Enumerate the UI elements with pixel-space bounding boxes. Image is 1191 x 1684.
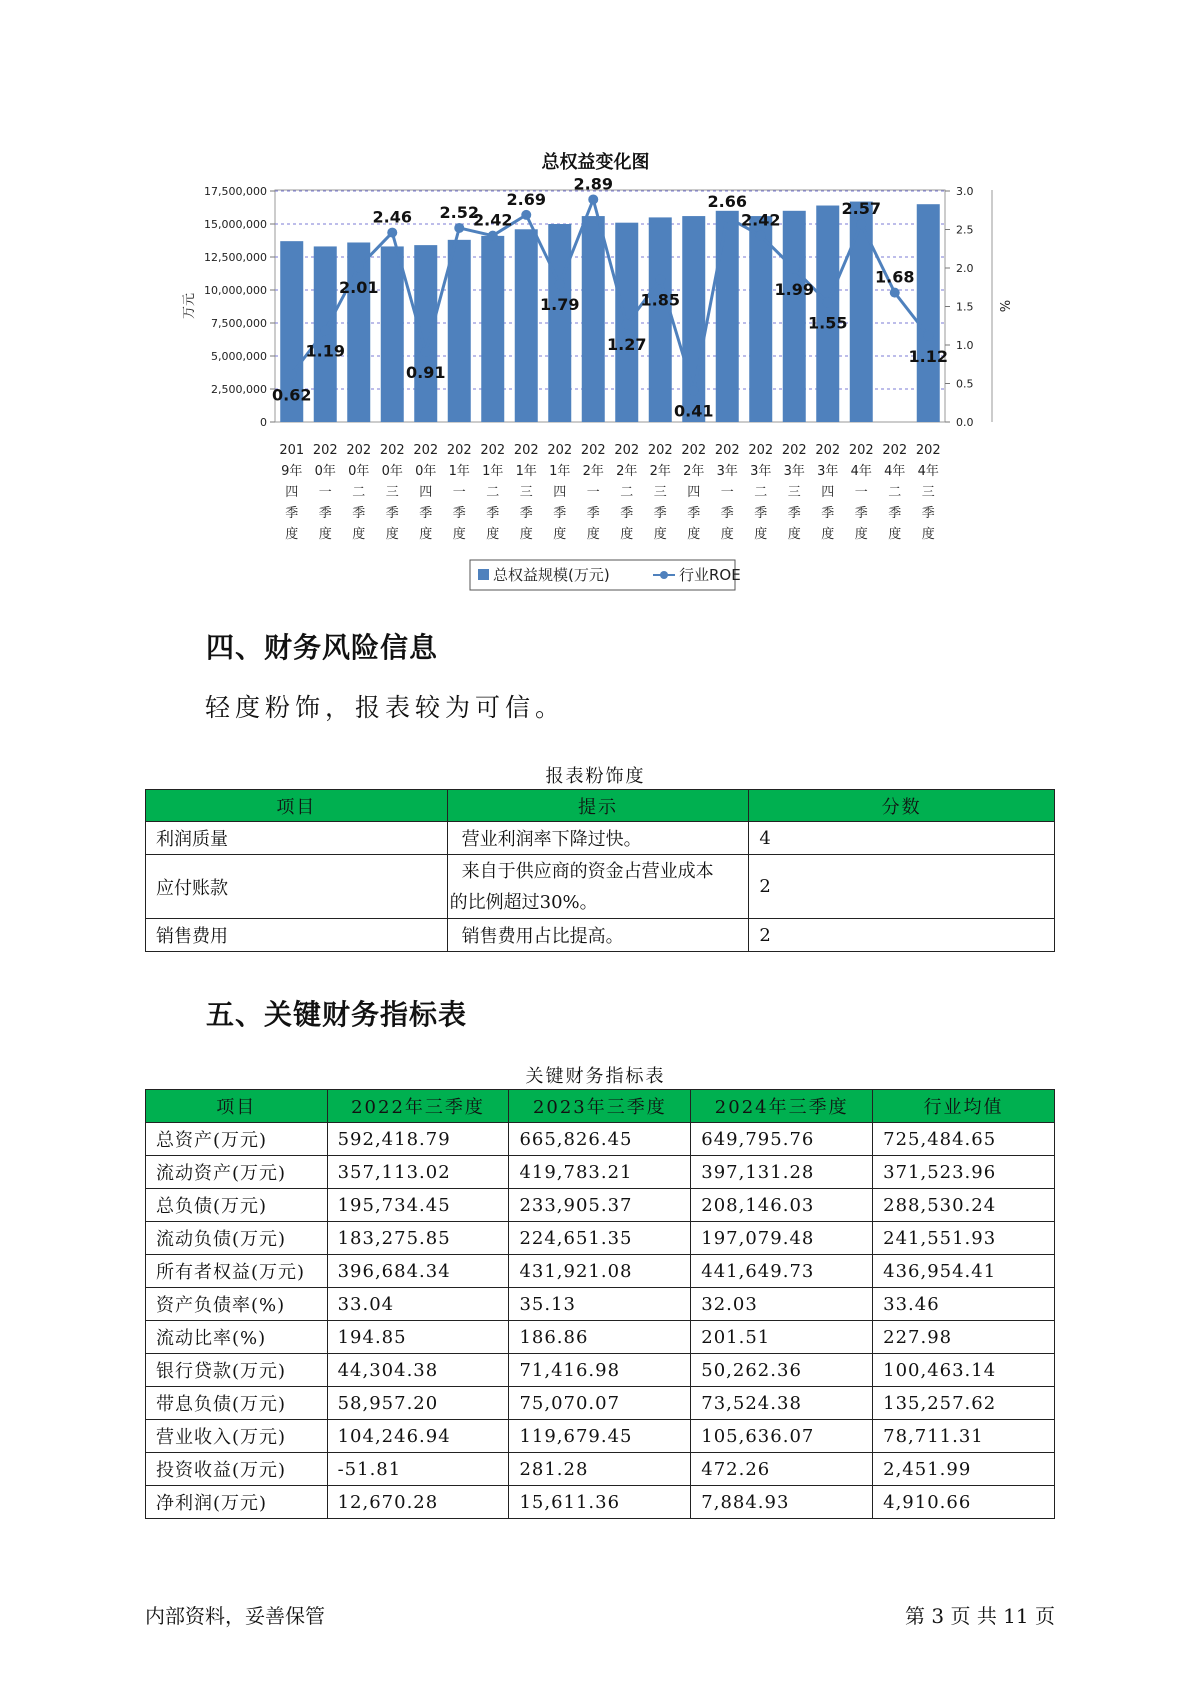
roe-data-label: 2.52 (439, 202, 479, 222)
x-tick-label: 202 (647, 443, 673, 458)
x-tick-label: 季 (486, 506, 500, 521)
roe-point (856, 219, 866, 229)
x-tick-label: 季 (653, 506, 667, 521)
legend-bar-label: 总权益规模(万元) (493, 566, 610, 584)
item-cell: 带息负债(万元) (146, 1387, 328, 1420)
roe-point (622, 319, 632, 329)
roe-data-label: 1.79 (540, 295, 580, 315)
item-cell: 银行贷款(万元) (146, 1354, 328, 1387)
x-tick-label: 一 (318, 485, 332, 500)
x-tick-label: 季 (318, 506, 332, 521)
table-row (146, 1453, 1055, 1486)
x-tick-label: 二 (620, 485, 634, 500)
bar (917, 204, 940, 422)
item-cell: 应付账款 (146, 855, 448, 919)
x-tick-label: 202 (915, 443, 941, 458)
risk-table-caption: 报表粉饰度 (545, 766, 646, 787)
kpi-table-caption: 关键财务指标表 (525, 1066, 666, 1087)
x-tick-label: 度 (553, 527, 567, 542)
roe-point (521, 210, 531, 220)
table-row (146, 1387, 1055, 1420)
roe-data-label: 2.57 (841, 199, 881, 219)
x-tick-label: 202 (748, 443, 774, 458)
x-tick-label: 度 (452, 527, 466, 542)
value-cell: 32.03 (691, 1288, 873, 1321)
value-cell: 397,131.28 (691, 1156, 873, 1189)
roe-data-label: 1.19 (305, 341, 345, 361)
x-tick-label: 2年 (616, 464, 638, 479)
x-tick-label: 季 (687, 506, 701, 521)
x-tick-label: 4年 (850, 464, 872, 479)
y2-tick-label: 0.0 (956, 416, 974, 429)
value-cell: 7,884.93 (691, 1486, 873, 1519)
x-tick-label: 季 (921, 506, 935, 521)
bar (749, 216, 772, 422)
roe-data-label: 2.69 (506, 189, 546, 209)
x-tick-label: 季 (854, 506, 868, 521)
x-tick-label: 0年 (314, 464, 336, 479)
value-cell: 105,636.07 (691, 1420, 873, 1453)
x-tick-label: 四 (285, 485, 299, 500)
x-tick-label: 季 (620, 506, 634, 521)
table-row (146, 1189, 1055, 1222)
value-cell: 371,523.96 (873, 1156, 1055, 1189)
y-tick-label: 7,500,000 (211, 317, 267, 330)
x-tick-label: 季 (553, 506, 567, 521)
value-cell: 665,826.45 (509, 1123, 691, 1156)
bar (582, 216, 605, 422)
roe-data-label: 1.68 (875, 267, 915, 287)
y2-tick-label: 2.5 (956, 223, 974, 237)
roe-point (823, 298, 833, 308)
x-tick-label: 一 (720, 485, 734, 500)
x-tick-label: 3年 (817, 464, 839, 479)
x-tick-label: 9年 (281, 464, 303, 479)
value-cell: 50,262.36 (691, 1354, 873, 1387)
item-cell: 资产负债率(%) (146, 1288, 328, 1321)
value-cell: 441,649.73 (691, 1255, 873, 1288)
value-cell: 186.86 (509, 1321, 691, 1354)
x-tick-label: 度 (888, 527, 902, 542)
x-tick-label: 度 (285, 527, 299, 542)
roe-data-label: 2.01 (339, 278, 379, 298)
value-cell: 233,905.37 (509, 1189, 691, 1222)
x-tick-label: 度 (787, 527, 801, 542)
roe-point (722, 212, 732, 222)
x-tick-label: 季 (821, 506, 835, 521)
value-cell: 241,551.93 (873, 1222, 1055, 1255)
x-tick-label: 度 (687, 527, 701, 542)
value-cell: 135,257.62 (873, 1387, 1055, 1420)
roe-data-label: 0.62 (272, 385, 312, 405)
value-cell: 75,070.07 (509, 1387, 691, 1420)
bar (783, 211, 806, 422)
hint-cell (447, 855, 749, 919)
x-tick-label: 1年 (549, 464, 571, 479)
x-tick-label: 202 (614, 443, 640, 458)
item-cell: 利润质量 (146, 822, 448, 855)
table-row (146, 1420, 1055, 1453)
risk-table (145, 789, 1055, 952)
item-cell: 营业收入(万元) (146, 1420, 328, 1453)
x-tick-label: 季 (452, 506, 466, 521)
value-cell: 227.98 (873, 1321, 1055, 1354)
value-cell: -51.81 (327, 1453, 509, 1486)
item-cell: 投资收益(万元) (146, 1453, 328, 1486)
bar (448, 240, 471, 422)
roe-data-label: 2.46 (372, 207, 412, 227)
value-cell: 194.85 (327, 1321, 509, 1354)
x-tick-label: 4年 (884, 464, 906, 479)
roe-data-label: 1.27 (607, 335, 647, 355)
value-cell: 208,146.03 (691, 1189, 873, 1222)
header-cell: 2023年三季度 (509, 1090, 691, 1123)
header-cell: 项目 (146, 1090, 328, 1123)
x-tick-label: 3年 (716, 464, 738, 479)
y-tick-label: 17,500,000 (204, 185, 267, 198)
x-tick-label: 二 (888, 485, 902, 500)
x-tick-label: 3年 (750, 464, 772, 479)
x-tick-label: 1年 (515, 464, 537, 479)
roe-data-label: 2.42 (741, 210, 781, 230)
table-row (146, 1156, 1055, 1189)
x-tick-label: 季 (787, 506, 801, 521)
y2-tick-label: 1.5 (956, 300, 974, 314)
value-cell: 725,484.65 (873, 1123, 1055, 1156)
value-cell: 71,416.98 (509, 1354, 691, 1387)
y2-tick-label: 1.0 (956, 339, 974, 352)
x-tick-label: 202 (480, 443, 506, 458)
x-tick-label: 度 (352, 527, 366, 542)
x-tick-label: 二 (754, 485, 768, 500)
value-cell: 592,418.79 (327, 1123, 509, 1156)
x-tick-label: 3年 (783, 464, 805, 479)
roe-point (555, 279, 565, 289)
table-row (146, 1123, 1055, 1156)
roe-point (923, 331, 933, 341)
x-tick-label: 四 (553, 485, 567, 500)
value-cell: 104,246.94 (327, 1420, 509, 1453)
value-cell: 224,651.35 (509, 1222, 691, 1255)
roe-point (454, 223, 464, 233)
legend-bar-swatch (478, 569, 489, 580)
y2-axis-label: % (996, 299, 1011, 313)
x-tick-label: 202 (312, 443, 338, 458)
y-tick-label: 15,000,000 (204, 218, 267, 231)
equity-chart (0, 0, 1191, 600)
section4-heading: 四、财务风险信息 (206, 631, 439, 664)
value-cell: 4,910.66 (873, 1486, 1055, 1519)
score-cell: 2 (749, 919, 1055, 952)
x-tick-label: 季 (419, 506, 433, 521)
roe-data-label: 2.66 (707, 192, 747, 212)
value-cell: 357,113.02 (327, 1156, 509, 1189)
x-tick-label: 202 (379, 443, 405, 458)
y-tick-label: 12,500,000 (204, 251, 267, 264)
x-tick-label: 二 (486, 485, 500, 500)
bar (381, 246, 404, 422)
value-cell: 100,463.14 (873, 1354, 1055, 1387)
value-cell: 288,530.24 (873, 1189, 1055, 1222)
x-tick-label: 度 (754, 527, 768, 542)
value-cell: 119,679.45 (509, 1420, 691, 1453)
x-tick-label: 度 (486, 527, 500, 542)
x-tick-label: 202 (513, 443, 539, 458)
roe-data-label: 0.41 (674, 401, 714, 421)
value-cell: 78,711.31 (873, 1420, 1055, 1453)
bar (716, 211, 739, 422)
roe-data-label: 1.55 (808, 313, 848, 333)
x-tick-label: 度 (620, 527, 634, 542)
item-cell: 流动负债(万元) (146, 1222, 328, 1255)
x-tick-label: 度 (385, 527, 399, 542)
value-cell: 33.46 (873, 1288, 1055, 1321)
risk-summary: 轻度粉饰，报表较为可信。 (205, 693, 566, 722)
hint-cell: 营业利润率下降过快。 (447, 822, 749, 855)
x-tick-label: 度 (519, 527, 533, 542)
bar (649, 217, 672, 422)
y-axis-label: 万元 (182, 292, 197, 320)
y2-tick-label: 3.0 (956, 185, 974, 198)
value-cell: 183,275.85 (327, 1222, 509, 1255)
item-cell: 销售费用 (146, 919, 448, 952)
bar (850, 202, 873, 422)
roe-point (488, 231, 498, 241)
x-tick-label: 202 (580, 443, 606, 458)
x-tick-label: 季 (352, 506, 366, 521)
chart-svg (0, 0, 1191, 600)
roe-data-label: 1.12 (908, 346, 948, 366)
table-header-row (146, 1090, 1055, 1123)
x-tick-label: 度 (653, 527, 667, 542)
item-cell: 流动比率(%) (146, 1321, 328, 1354)
bar (548, 224, 571, 422)
x-tick-label: 2年 (683, 464, 705, 479)
x-tick-label: 三 (787, 485, 801, 500)
x-tick-label: 度 (821, 527, 835, 542)
legend-line-marker (660, 571, 668, 579)
header-cell: 项目 (146, 790, 448, 822)
footer-confidential: 内部资料，妥善保管 (145, 1604, 325, 1628)
table-row (146, 1321, 1055, 1354)
x-tick-label: 201 (279, 443, 305, 458)
x-tick-label: 202 (346, 443, 372, 458)
roe-data-label: 1.99 (774, 279, 814, 299)
roe-point (890, 288, 900, 298)
item-cell: 所有者权益(万元) (146, 1255, 328, 1288)
footer-page-number: 第 3 页 共 11 页 (905, 1604, 1055, 1628)
value-cell: 58,957.20 (327, 1387, 509, 1420)
x-tick-label: 三 (653, 485, 667, 500)
x-tick-label: 一 (452, 485, 466, 500)
value-cell: 33.04 (327, 1288, 509, 1321)
roe-data-label: 2.42 (473, 210, 513, 230)
roe-point (655, 275, 665, 285)
roe-point (689, 385, 699, 395)
y2-tick-label: 0.5 (956, 377, 974, 391)
score-cell: 2 (749, 855, 1055, 919)
score-cell: 4 (749, 822, 1055, 855)
header-cell: 分数 (749, 790, 1055, 822)
x-tick-label: 202 (781, 443, 807, 458)
x-tick-label: 1年 (448, 464, 470, 479)
value-cell: 15,611.36 (509, 1486, 691, 1519)
value-cell: 197,079.48 (691, 1222, 873, 1255)
roe-point (387, 228, 397, 238)
x-tick-label: 季 (385, 506, 399, 521)
roe-point (354, 262, 364, 272)
table-row (146, 1222, 1055, 1255)
table-row (146, 919, 1055, 952)
table-row (146, 1288, 1055, 1321)
x-tick-label: 三 (921, 485, 935, 500)
x-tick-label: 202 (714, 443, 740, 458)
section5-heading: 五、关键财务指标表 (206, 998, 468, 1031)
x-tick-label: 202 (882, 443, 908, 458)
value-cell: 419,783.21 (509, 1156, 691, 1189)
x-tick-label: 1年 (482, 464, 504, 479)
x-tick-label: 季 (586, 506, 600, 521)
x-tick-label: 度 (586, 527, 600, 542)
x-tick-label: 季 (754, 506, 768, 521)
value-cell: 73,524.38 (691, 1387, 873, 1420)
roe-point (287, 369, 297, 379)
y-tick-label: 0 (260, 416, 267, 429)
hint-line: 来自于供应商的资金占营业成本 (461, 860, 714, 882)
bar (481, 236, 504, 422)
x-tick-label: 度 (318, 527, 332, 542)
x-tick-label: 一 (586, 485, 600, 500)
x-tick-label: 度 (921, 527, 935, 542)
x-tick-label: 四 (419, 485, 433, 500)
x-tick-label: 202 (413, 443, 439, 458)
roe-data-label: 0.91 (406, 362, 446, 382)
table-row (146, 822, 1055, 855)
kpi-table (145, 1089, 1055, 1519)
table-row (146, 855, 1055, 919)
value-cell: 472.26 (691, 1453, 873, 1486)
x-tick-label: 二 (352, 485, 366, 500)
table-header-row (146, 790, 1055, 822)
roe-point (320, 325, 330, 335)
value-cell: 195,734.45 (327, 1189, 509, 1222)
x-tick-label: 度 (419, 527, 433, 542)
header-cell: 2024年三季度 (691, 1090, 873, 1123)
x-tick-label: 202 (681, 443, 707, 458)
value-cell: 281.28 (509, 1453, 691, 1486)
item-cell: 总资产(万元) (146, 1123, 328, 1156)
x-tick-label: 0年 (415, 464, 437, 479)
value-cell: 2,451.99 (873, 1453, 1055, 1486)
item-cell: 流动资产(万元) (146, 1156, 328, 1189)
roe-point (789, 264, 799, 274)
x-tick-label: 季 (285, 506, 299, 521)
chart-title: 总权益变化图 (541, 152, 650, 173)
bar (515, 229, 538, 422)
value-cell: 396,684.34 (327, 1255, 509, 1288)
roe-point (756, 231, 766, 241)
x-tick-label: 季 (888, 506, 902, 521)
value-cell: 431,921.08 (509, 1255, 691, 1288)
header-cell: 行业均值 (873, 1090, 1055, 1123)
x-tick-label: 4年 (917, 464, 939, 479)
y-tick-label: 5,000,000 (211, 350, 267, 363)
legend-line-label: 行业ROE (679, 566, 741, 584)
value-cell: 649,795.76 (691, 1123, 873, 1156)
x-tick-label: 三 (519, 485, 533, 500)
hint-cell: 销售费用占比提高。 (447, 919, 749, 952)
x-tick-label: 四 (821, 485, 835, 500)
value-cell: 35.13 (509, 1288, 691, 1321)
roe-data-label: 1.85 (640, 290, 680, 310)
x-tick-label: 四 (687, 485, 701, 500)
item-cell: 总负债(万元) (146, 1189, 328, 1222)
header-cell: 提示 (447, 790, 749, 822)
value-cell: 436,954.41 (873, 1255, 1055, 1288)
table-row (146, 1354, 1055, 1387)
x-tick-label: 度 (854, 527, 868, 542)
y-tick-label: 10,000,000 (204, 284, 267, 297)
x-tick-label: 202 (848, 443, 874, 458)
x-tick-label: 202 (815, 443, 841, 458)
x-tick-label: 0年 (381, 464, 403, 479)
value-cell: 12,670.28 (327, 1486, 509, 1519)
table-row (146, 1255, 1055, 1288)
item-cell: 净利润(万元) (146, 1486, 328, 1519)
x-tick-label: 202 (446, 443, 472, 458)
x-tick-label: 三 (385, 485, 399, 500)
roe-point (588, 194, 598, 204)
x-tick-label: 2年 (649, 464, 671, 479)
roe-data-label: 2.89 (573, 174, 613, 194)
hint-line: 的比例超过30%。 (449, 891, 598, 913)
x-tick-label: 0年 (348, 464, 370, 479)
header-cell: 2022年三季度 (327, 1090, 509, 1123)
roe-point (421, 347, 431, 357)
bar (414, 245, 437, 422)
value-cell: 44,304.38 (327, 1354, 509, 1387)
value-cell: 201.51 (691, 1321, 873, 1354)
x-tick-label: 度 (720, 527, 734, 542)
x-tick-label: 2年 (582, 464, 604, 479)
y2-tick-label: 2.0 (956, 262, 974, 275)
x-tick-label: 202 (547, 443, 573, 458)
x-tick-label: 季 (519, 506, 533, 521)
y-tick-label: 2,500,000 (211, 383, 267, 396)
x-tick-label: 一 (854, 485, 868, 500)
table-row (146, 1486, 1055, 1519)
x-tick-label: 季 (720, 506, 734, 521)
